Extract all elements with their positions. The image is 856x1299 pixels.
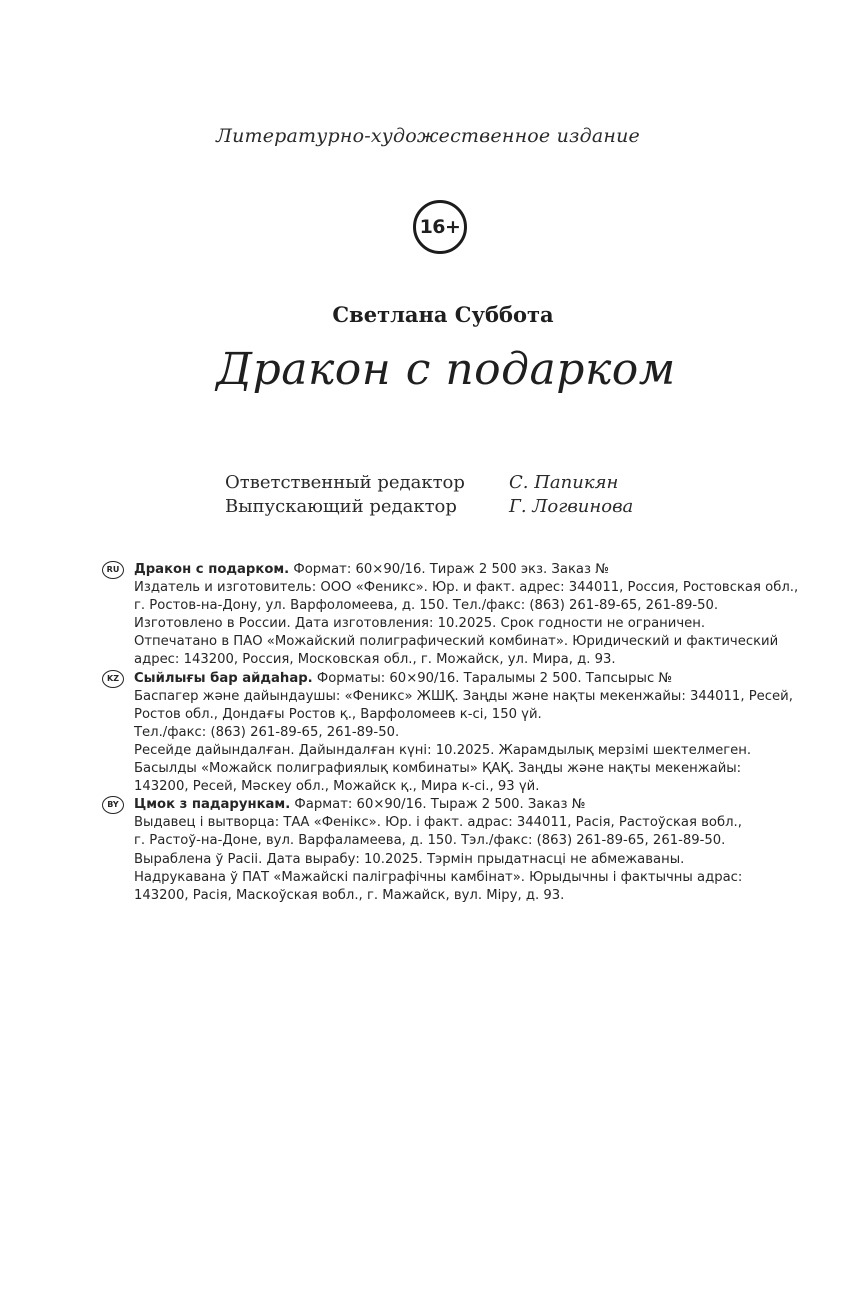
kz-language-icon: KZ [102,670,124,688]
book-title: Дракон с подарком [216,344,676,395]
editor-role: Выпускающий редактор [225,496,457,517]
editor-name: С. Папикян [509,472,619,493]
imprint-line: 143200, Ресей, Мәскеу обл., Можайск қ., Мира к-сі., 93 үй. [134,779,540,795]
imprint-line: Баспагер және дайындаушы: «Феникс» ЖШҚ. Заңды және нақты мекенжайы: 344011, Ресей, [134,688,793,704]
imprint-line: Издатель и изготовитель: ООО «Феникс». Юр. и факт. адрес: 344011, Россия, Ростовская обл., [134,580,799,596]
imprint-line: Изготовлено в России. Дата изготовления: 10.2025. Срок годности не ограничен. [134,616,706,632]
imprint-line: Отпечатано в ПАО «Можайский полиграфический комбинат». Юридический и фактический [134,634,779,650]
imprint-format: Форматы: 60×90/16. Таралымы 2 500. Тапсырыс № [312,670,673,686]
imprint-line: Надрукавана ў ПАТ «Мажайскі паліграфічны камбінат». Юрыдычны і фактычны адрас: [134,869,743,885]
by-language-icon: BY [102,796,124,814]
imprint-by [100,796,820,905]
editor-row [225,471,685,495]
imprint-line: г. Ростов-на-Дону, ул. Варфоломеева, д. 150. Тел./факс: (863) 261-89-65, 261-89-50. [134,598,719,614]
age-rating-badge: 16+ [413,200,467,254]
imprint-section [100,561,820,905]
edition-type: Литературно-художественное издание [216,125,640,147]
imprint-line: Ростов обл., Дондағы Ростов қ., Варфоломеев к-сі, 150 үй. [134,706,542,722]
imprint-line [134,561,820,579]
imprint-line [134,796,820,814]
editors-block [225,471,685,519]
editor-role: Ответственный редактор [225,472,465,493]
ru-language-icon: RU [102,561,124,579]
imprint-line: г. Растоў-на-Доне, вул. Варфаламеева, д. 150. Тэл./факс: (863) 261-89-65, 261-89-50. [134,833,726,849]
imprint-line: Выраблена ў Расіі. Дата вырабу: 10.2025. Тэрмін прыдатнасці не абмежаваны. [134,851,685,867]
imprint-line: Басылды «Можайск полиграфиялық комбинаты» ҚАҚ. Заңды және нақты мекенжайы: [134,761,742,777]
imprint-line: Тел./факс: (863) 261-89-65, 261-89-50. [134,724,400,740]
imprint-line: Выдавец і вытворца: ТАА «Фенікс». Юр. і факт. адрас: 344011, Расія, Растоўская вобл., [134,815,742,831]
imprint-title: Цмок з падарункам. [134,797,291,813]
editor-row [225,495,685,519]
imprint-line: адрес: 143200, Россия, Московская обл., г. Можайск, ул. Мира, д. 93. [134,652,616,668]
author-name: Светлана Суббота [332,302,554,327]
imprint-line: Ресейде дайындалған. Дайындалған күні: 10.2025. Жарамдылық мерзімі шектелмеген. [134,742,752,758]
imprint-format: Фармат: 60×90/16. Тыраж 2 500. Заказ № [290,797,586,813]
imprint-line [134,670,820,688]
editor-name: Г. Логвинова [509,496,634,517]
imprint-title: Дракон с подарком. [134,562,290,577]
imprint-format: Формат: 60×90/16. Тираж 2 500 экз. Заказ № [289,562,609,577]
imprint-line: 143200, Расія, Маскоўская вобл., г. Мажайск, вул. Міру, д. 93. [134,887,565,903]
imprint-title: Сыйлығы бар айдаһар. [134,670,313,686]
imprint-ru [100,561,820,670]
imprint-kz [100,670,820,797]
